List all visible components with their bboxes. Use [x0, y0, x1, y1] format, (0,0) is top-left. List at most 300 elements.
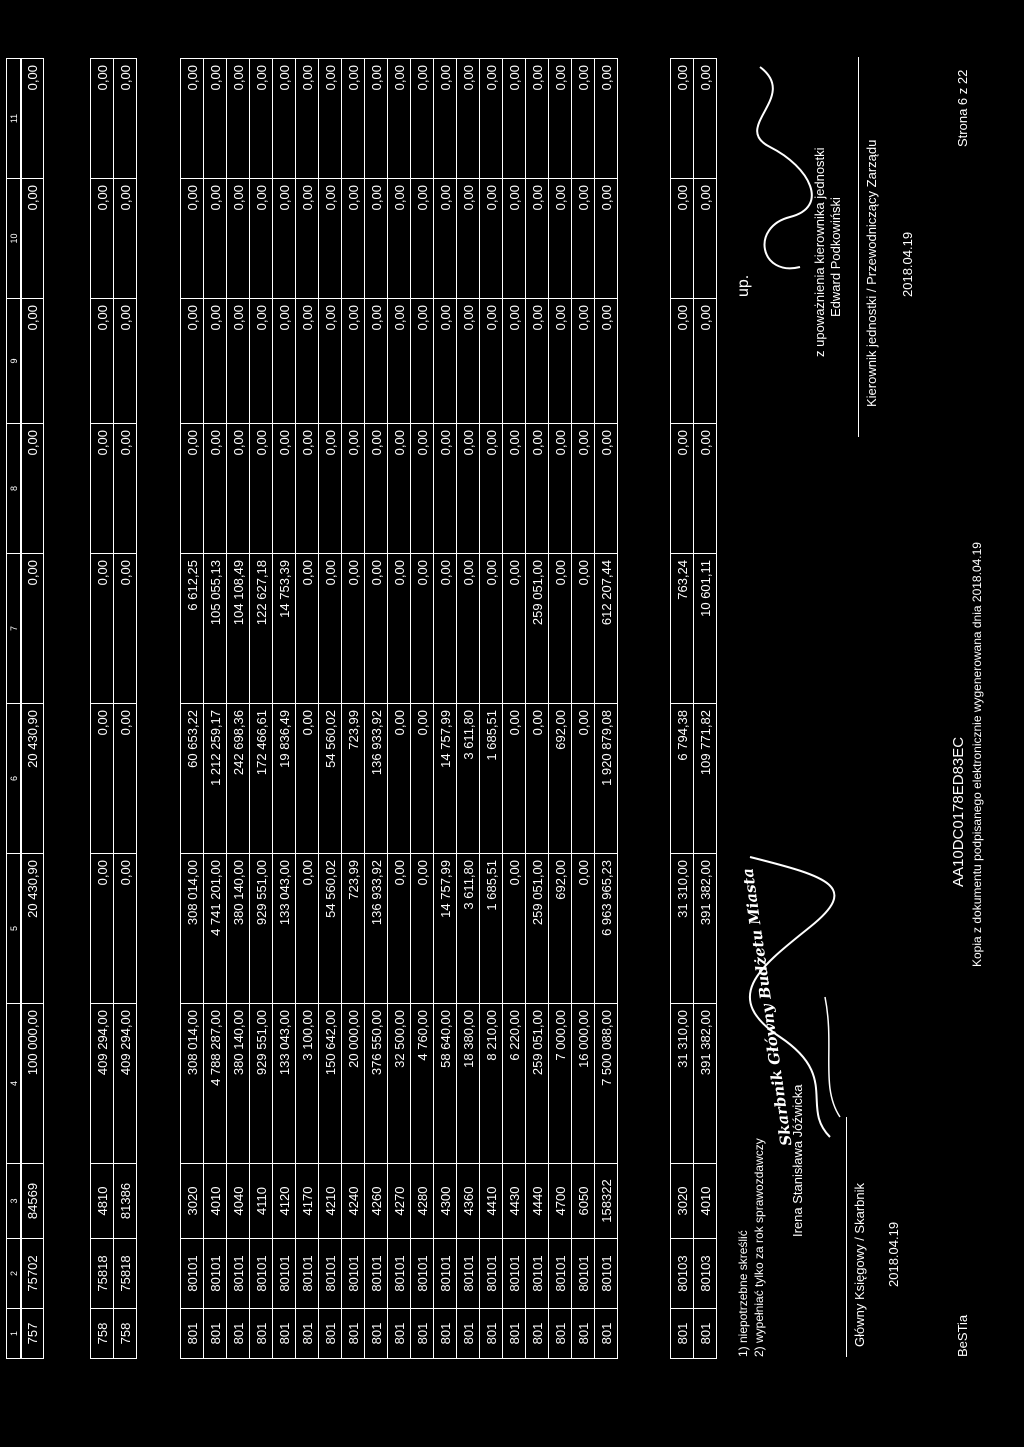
- cell-col-7: 0,00: [503, 554, 526, 704]
- column-number: 11: [7, 59, 22, 179]
- cell-col-8: 0,00: [319, 424, 342, 554]
- cell-col-4: 4 760,00: [411, 1004, 434, 1164]
- cell-col-2: 75818: [91, 1239, 114, 1309]
- column-number: 1: [7, 1309, 22, 1359]
- cell-col-6: 19 836,49: [273, 704, 296, 854]
- cell-col-2: 80101: [296, 1239, 319, 1309]
- cell-col-5: 0,00: [91, 854, 114, 1004]
- column-number: 3: [7, 1164, 22, 1239]
- cell-col-6: 0,00: [572, 704, 595, 854]
- cell-col-6: 1 212 259,17: [204, 704, 227, 854]
- cell-col-8: 0,00: [694, 424, 717, 554]
- cell-col-10: 0,00: [671, 179, 694, 299]
- cell-col-10: 0,00: [21, 179, 44, 299]
- table-row: [114, 59, 137, 1359]
- table-row: [503, 59, 526, 1359]
- cell-col-6: 0,00: [114, 704, 137, 854]
- cell-col-6: 172 466,61: [250, 704, 273, 854]
- cell-col-2: 80101: [572, 1239, 595, 1309]
- cell-col-11: 0,00: [503, 59, 526, 179]
- cell-col-10: 0,00: [319, 179, 342, 299]
- cell-col-11: 0,00: [671, 59, 694, 179]
- cell-col-11: 0,00: [342, 59, 365, 179]
- table-row: [250, 59, 273, 1359]
- cell-col-2: 80101: [549, 1239, 572, 1309]
- table-row: [457, 59, 480, 1359]
- cell-col-8: 0,00: [181, 424, 204, 554]
- column-number: 9: [7, 299, 22, 424]
- cell-col-8: 0,00: [595, 424, 618, 554]
- cell-col-10: 0,00: [273, 179, 296, 299]
- table-row: [694, 59, 717, 1359]
- cell-col-4: 150 642,00: [319, 1004, 342, 1164]
- cell-col-10: 0,00: [227, 179, 250, 299]
- cell-col-1: 801: [204, 1309, 227, 1359]
- signature-scribble-right: [740, 57, 820, 287]
- cell-col-5: 136 933,92: [365, 854, 388, 1004]
- cell-col-8: 0,00: [365, 424, 388, 554]
- cell-col-11: 0,00: [480, 59, 503, 179]
- cell-col-1: 801: [434, 1309, 457, 1359]
- cell-col-4: 133 043,00: [273, 1004, 296, 1164]
- cell-col-8: 0,00: [572, 424, 595, 554]
- cell-col-6: 0,00: [296, 704, 319, 854]
- cell-col-7: 0,00: [549, 554, 572, 704]
- cell-col-4: 18 380,00: [457, 1004, 480, 1164]
- cell-col-4: 31 310,00: [671, 1004, 694, 1164]
- cell-col-6: 6 794,38: [671, 704, 694, 854]
- cell-col-2: 80101: [480, 1239, 503, 1309]
- table-row: [296, 59, 319, 1359]
- cell-col-10: 0,00: [480, 179, 503, 299]
- cell-col-1: 801: [480, 1309, 503, 1359]
- cell-col-9: 0,00: [572, 299, 595, 424]
- cell-col-10: 0,00: [549, 179, 572, 299]
- cell-col-4: 7 000,00: [549, 1004, 572, 1164]
- cell-col-8: 0,00: [411, 424, 434, 554]
- cell-col-6: 136 933,92: [365, 704, 388, 854]
- cell-col-8: 0,00: [114, 424, 137, 554]
- cell-col-4: 409 294,00: [91, 1004, 114, 1164]
- accountant-role: Główny Księgowy / Skarbnik: [852, 1182, 867, 1347]
- cell-col-10: 0,00: [114, 179, 137, 299]
- cell-col-8: 0,00: [227, 424, 250, 554]
- cell-col-1: 801: [365, 1309, 388, 1359]
- cell-col-10: 0,00: [342, 179, 365, 299]
- footnote-1: 1) niepotrzebne skreślić: [736, 1230, 750, 1357]
- cell-col-10: 0,00: [595, 179, 618, 299]
- cell-col-6: 54 560,02: [319, 704, 342, 854]
- cell-col-11: 0,00: [114, 59, 137, 179]
- cell-col-5: 3 611,80: [457, 854, 480, 1004]
- cell-col-1: 801: [595, 1309, 618, 1359]
- cell-col-6: 1 685,51: [480, 704, 503, 854]
- cell-col-8: 0,00: [549, 424, 572, 554]
- cell-col-9: 0,00: [365, 299, 388, 424]
- table-row: [388, 59, 411, 1359]
- cell-col-7: 0,00: [114, 554, 137, 704]
- cell-col-10: 0,00: [91, 179, 114, 299]
- cell-col-1: 801: [411, 1309, 434, 1359]
- cell-col-1: 758: [91, 1309, 114, 1359]
- cell-col-9: 0,00: [250, 299, 273, 424]
- director-date: 2018.04.19: [900, 231, 915, 297]
- cell-col-7: 0,00: [388, 554, 411, 704]
- column-number: 10: [7, 179, 22, 299]
- cell-col-3: 4700: [549, 1164, 572, 1239]
- cell-col-10: 0,00: [365, 179, 388, 299]
- cell-col-9: 0,00: [549, 299, 572, 424]
- cell-col-5: 308 014,00: [181, 854, 204, 1004]
- cell-col-10: 0,00: [181, 179, 204, 299]
- cell-col-11: 0,00: [227, 59, 250, 179]
- cell-col-2: 80101: [595, 1239, 618, 1309]
- cell-col-4: 3 100,00: [296, 1004, 319, 1164]
- cell-col-3: 4430: [503, 1164, 526, 1239]
- cell-col-5: 723,99: [342, 854, 365, 1004]
- cell-col-3: 4280: [411, 1164, 434, 1239]
- cell-col-5: 1 685,51: [480, 854, 503, 1004]
- cell-col-5: 692,00: [549, 854, 572, 1004]
- cell-col-9: 0,00: [388, 299, 411, 424]
- cell-col-8: 0,00: [204, 424, 227, 554]
- table-section-757: [20, 58, 44, 1359]
- cell-col-6: 692,00: [549, 704, 572, 854]
- cell-col-11: 0,00: [694, 59, 717, 179]
- footer-page-number: Strona 6 z 22: [955, 69, 970, 147]
- cell-col-9: 0,00: [342, 299, 365, 424]
- cell-col-11: 0,00: [388, 59, 411, 179]
- cell-col-1: 801: [319, 1309, 342, 1359]
- cell-col-2: 80101: [388, 1239, 411, 1309]
- cell-col-1: 801: [296, 1309, 319, 1359]
- cell-col-1: 801: [457, 1309, 480, 1359]
- stamp-skarbnik: Skarbnik Główny Budżetu Miasta: [738, 866, 796, 1147]
- table-row: [595, 59, 618, 1359]
- cell-col-3: 4240: [342, 1164, 365, 1239]
- cell-col-11: 0,00: [365, 59, 388, 179]
- cell-col-5: 259 051,00: [526, 854, 549, 1004]
- cell-col-2: 80101: [273, 1239, 296, 1309]
- cell-col-8: 0,00: [526, 424, 549, 554]
- cell-col-1: 758: [114, 1309, 137, 1359]
- cell-col-7: 0,00: [411, 554, 434, 704]
- cell-col-3: 4360: [457, 1164, 480, 1239]
- cell-col-1: 801: [227, 1309, 250, 1359]
- cell-col-10: 0,00: [250, 179, 273, 299]
- cell-col-7: 612 207,44: [595, 554, 618, 704]
- cell-col-4: 409 294,00: [114, 1004, 137, 1164]
- cell-col-5: 0,00: [572, 854, 595, 1004]
- cell-col-6: 0,00: [91, 704, 114, 854]
- cell-col-9: 0,00: [595, 299, 618, 424]
- cell-col-5: 31 310,00: [671, 854, 694, 1004]
- accountant-date: 2018.04.19: [886, 1221, 901, 1287]
- cell-col-7: 104 108,49: [227, 554, 250, 704]
- cell-col-9: 0,00: [526, 299, 549, 424]
- cell-col-5: 0,00: [411, 854, 434, 1004]
- cell-col-7: 105 055,13: [204, 554, 227, 704]
- cell-col-8: 0,00: [273, 424, 296, 554]
- cell-col-8: 0,00: [671, 424, 694, 554]
- cell-col-1: 757: [21, 1309, 44, 1359]
- cell-col-9: 0,00: [457, 299, 480, 424]
- cell-col-10: 0,00: [526, 179, 549, 299]
- cell-col-11: 0,00: [204, 59, 227, 179]
- cell-col-1: 801: [694, 1309, 717, 1359]
- cell-col-9: 0,00: [21, 299, 44, 424]
- cell-col-4: 376 550,00: [365, 1004, 388, 1164]
- footer-copy-note: Kopia z dokumentu podpisanego elektronicznie wygenerowana dnia 2018.04.19: [970, 542, 984, 967]
- signature-line-right: [858, 57, 859, 437]
- cell-col-10: 0,00: [204, 179, 227, 299]
- cell-col-7: 763,24: [671, 554, 694, 704]
- cell-col-9: 0,00: [91, 299, 114, 424]
- cell-col-4: 929 551,00: [250, 1004, 273, 1164]
- cell-col-6: 0,00: [526, 704, 549, 854]
- cell-col-2: 80103: [694, 1239, 717, 1309]
- cell-col-1: 801: [181, 1309, 204, 1359]
- cell-col-9: 0,00: [273, 299, 296, 424]
- cell-col-2: 80101: [342, 1239, 365, 1309]
- cell-col-2: 80103: [671, 1239, 694, 1309]
- cell-col-4: 58 640,00: [434, 1004, 457, 1164]
- table-row: [342, 59, 365, 1359]
- cell-col-11: 0,00: [595, 59, 618, 179]
- table-row: [480, 59, 503, 1359]
- cell-col-7: 122 627,18: [250, 554, 273, 704]
- accountant-name: Irena Stanisława Jóźwicka: [790, 1084, 805, 1237]
- cell-col-3: 4010: [694, 1164, 717, 1239]
- column-number: 7: [7, 554, 22, 704]
- cell-col-2: 80101: [503, 1239, 526, 1309]
- cell-col-5: 0,00: [114, 854, 137, 1004]
- cell-col-3: 4810: [91, 1164, 114, 1239]
- column-number: 8: [7, 424, 22, 554]
- cell-col-2: 75702: [21, 1239, 44, 1309]
- cell-col-7: 0,00: [342, 554, 365, 704]
- cell-col-5: 929 551,00: [250, 854, 273, 1004]
- cell-col-2: 80101: [365, 1239, 388, 1309]
- cell-col-5: 54 560,02: [319, 854, 342, 1004]
- cell-col-4: 308 014,00: [181, 1004, 204, 1164]
- table-row: [572, 59, 595, 1359]
- table-row: [411, 59, 434, 1359]
- cell-col-4: 20 000,00: [342, 1004, 365, 1164]
- cell-col-4: 380 140,00: [227, 1004, 250, 1164]
- cell-col-3: 4210: [319, 1164, 342, 1239]
- cell-col-10: 0,00: [296, 179, 319, 299]
- cell-col-6: 3 611,80: [457, 704, 480, 854]
- footer-doc-id: AA10DC0178ED83EC: [950, 736, 967, 887]
- cell-col-2: 80101: [227, 1239, 250, 1309]
- cell-col-2: 80101: [526, 1239, 549, 1309]
- table-row: [181, 59, 204, 1359]
- cell-col-9: 0,00: [411, 299, 434, 424]
- footnote-2: 2) wypełniać tylko za rok sprawozdawczy: [752, 1138, 766, 1357]
- cell-col-4: 391 382,00: [694, 1004, 717, 1164]
- cell-col-10: 0,00: [457, 179, 480, 299]
- column-number: 2: [7, 1239, 22, 1309]
- cell-col-3: 4300: [434, 1164, 457, 1239]
- cell-col-1: 801: [388, 1309, 411, 1359]
- cell-col-8: 0,00: [91, 424, 114, 554]
- cell-col-9: 0,00: [114, 299, 137, 424]
- cell-col-9: 0,00: [181, 299, 204, 424]
- cell-col-6: 0,00: [411, 704, 434, 854]
- cell-col-10: 0,00: [434, 179, 457, 299]
- cell-col-1: 801: [273, 1309, 296, 1359]
- cell-col-10: 0,00: [503, 179, 526, 299]
- cell-col-6: 60 653,22: [181, 704, 204, 854]
- table-row: [204, 59, 227, 1359]
- authorization-text: z upoważnienia kierownika jednostki: [812, 147, 827, 357]
- cell-col-11: 0,00: [273, 59, 296, 179]
- cell-col-6: 723,99: [342, 704, 365, 854]
- cell-col-2: 80101: [434, 1239, 457, 1309]
- table-row: [434, 59, 457, 1359]
- table-row: [549, 59, 572, 1359]
- cell-col-11: 0,00: [91, 59, 114, 179]
- cell-col-5: 0,00: [296, 854, 319, 1004]
- cell-col-11: 0,00: [572, 59, 595, 179]
- column-number: 5: [7, 854, 22, 1004]
- cell-col-7: 259 051,00: [526, 554, 549, 704]
- cell-col-1: 801: [342, 1309, 365, 1359]
- cell-col-1: 801: [503, 1309, 526, 1359]
- cell-col-4: 8 210,00: [480, 1004, 503, 1164]
- cell-col-8: 0,00: [480, 424, 503, 554]
- cell-col-7: 0,00: [319, 554, 342, 704]
- column-number: 6: [7, 704, 22, 854]
- cell-col-3: 4260: [365, 1164, 388, 1239]
- cell-col-1: 801: [526, 1309, 549, 1359]
- cell-col-4: 4 788 287,00: [204, 1004, 227, 1164]
- cell-col-8: 0,00: [434, 424, 457, 554]
- cell-col-10: 0,00: [388, 179, 411, 299]
- cell-col-5: 0,00: [503, 854, 526, 1004]
- cell-col-3: 158322: [595, 1164, 618, 1239]
- table-row: [319, 59, 342, 1359]
- cell-col-3: 6050: [572, 1164, 595, 1239]
- table-row: [526, 59, 549, 1359]
- cell-col-6: 0,00: [503, 704, 526, 854]
- cell-col-10: 0,00: [572, 179, 595, 299]
- cell-col-3: 3020: [181, 1164, 204, 1239]
- cell-col-9: 0,00: [503, 299, 526, 424]
- cell-col-2: 80101: [319, 1239, 342, 1309]
- cell-col-10: 0,00: [694, 179, 717, 299]
- cell-col-2: 80101: [181, 1239, 204, 1309]
- cell-col-5: 380 140,00: [227, 854, 250, 1004]
- cell-col-3: 4120: [273, 1164, 296, 1239]
- cell-col-11: 0,00: [250, 59, 273, 179]
- cell-col-3: 4040: [227, 1164, 250, 1239]
- cell-col-3: 4110: [250, 1164, 273, 1239]
- table-section-801-80103: [670, 58, 717, 1359]
- cell-col-7: 6 612,25: [181, 554, 204, 704]
- cell-col-7: 0,00: [457, 554, 480, 704]
- cell-col-11: 0,00: [549, 59, 572, 179]
- cell-col-2: 80101: [411, 1239, 434, 1309]
- cell-col-3: 84569: [21, 1164, 44, 1239]
- table-row: [227, 59, 250, 1359]
- cell-col-3: 4010: [204, 1164, 227, 1239]
- column-number: 4: [7, 1004, 22, 1164]
- cell-col-11: 0,00: [434, 59, 457, 179]
- cell-col-9: 0,00: [204, 299, 227, 424]
- cell-col-9: 0,00: [671, 299, 694, 424]
- cell-col-5: 6 963 965,23: [595, 854, 618, 1004]
- cell-col-9: 0,00: [227, 299, 250, 424]
- cell-col-3: 4270: [388, 1164, 411, 1239]
- cell-col-1: 801: [250, 1309, 273, 1359]
- cell-col-4: 259 051,00: [526, 1004, 549, 1164]
- authorization-prefix: up.: [735, 274, 752, 297]
- cell-col-3: 3020: [671, 1164, 694, 1239]
- cell-col-3: 4410: [480, 1164, 503, 1239]
- signature-line-left: [846, 1117, 847, 1357]
- cell-col-1: 801: [572, 1309, 595, 1359]
- cell-col-7: 10 601,11: [694, 554, 717, 704]
- director-role: Kierownik jednostki / Przewodniczący Zarządu: [864, 139, 879, 407]
- cell-col-7: 0,00: [296, 554, 319, 704]
- footer-software: BeSTia: [955, 1314, 970, 1357]
- table-row: [273, 59, 296, 1359]
- cell-col-6: 20 430,90: [21, 704, 44, 854]
- cell-col-11: 0,00: [411, 59, 434, 179]
- cell-col-5: 4 741 201,00: [204, 854, 227, 1004]
- table-section-801-80101: [180, 58, 618, 1359]
- cell-col-2: 75818: [114, 1239, 137, 1309]
- cell-col-8: 0,00: [250, 424, 273, 554]
- cell-col-11: 0,00: [457, 59, 480, 179]
- cell-col-6: 14 757,99: [434, 704, 457, 854]
- cell-col-7: 0,00: [365, 554, 388, 704]
- cell-col-3: 4440: [526, 1164, 549, 1239]
- cell-col-2: 80101: [250, 1239, 273, 1309]
- cell-col-4: 100 000,00: [21, 1004, 44, 1164]
- cell-col-11: 0,00: [319, 59, 342, 179]
- cell-col-5: 133 043,00: [273, 854, 296, 1004]
- cell-col-8: 0,00: [21, 424, 44, 554]
- cell-col-6: 0,00: [388, 704, 411, 854]
- cell-col-8: 0,00: [342, 424, 365, 554]
- cell-col-2: 80101: [204, 1239, 227, 1309]
- cell-col-7: 14 753,39: [273, 554, 296, 704]
- cell-col-11: 0,00: [296, 59, 319, 179]
- cell-col-1: 801: [549, 1309, 572, 1359]
- cell-col-8: 0,00: [457, 424, 480, 554]
- table-row: [91, 59, 114, 1359]
- director-name: Edward Podkowiński: [828, 197, 843, 317]
- cell-col-5: 0,00: [388, 854, 411, 1004]
- cell-col-3: 81386: [114, 1164, 137, 1239]
- table-row: [365, 59, 388, 1359]
- cell-col-1: 801: [671, 1309, 694, 1359]
- cell-col-11: 0,00: [526, 59, 549, 179]
- cell-col-8: 0,00: [503, 424, 526, 554]
- cell-col-8: 0,00: [296, 424, 319, 554]
- cell-col-4: 6 220,00: [503, 1004, 526, 1164]
- table-section-758: [90, 58, 137, 1359]
- cell-col-5: 20 430,90: [21, 854, 44, 1004]
- cell-col-3: 4170: [296, 1164, 319, 1239]
- cell-col-7: 0,00: [434, 554, 457, 704]
- cell-col-7: 0,00: [480, 554, 503, 704]
- cell-col-6: 1 920 879,08: [595, 704, 618, 854]
- cell-col-9: 0,00: [319, 299, 342, 424]
